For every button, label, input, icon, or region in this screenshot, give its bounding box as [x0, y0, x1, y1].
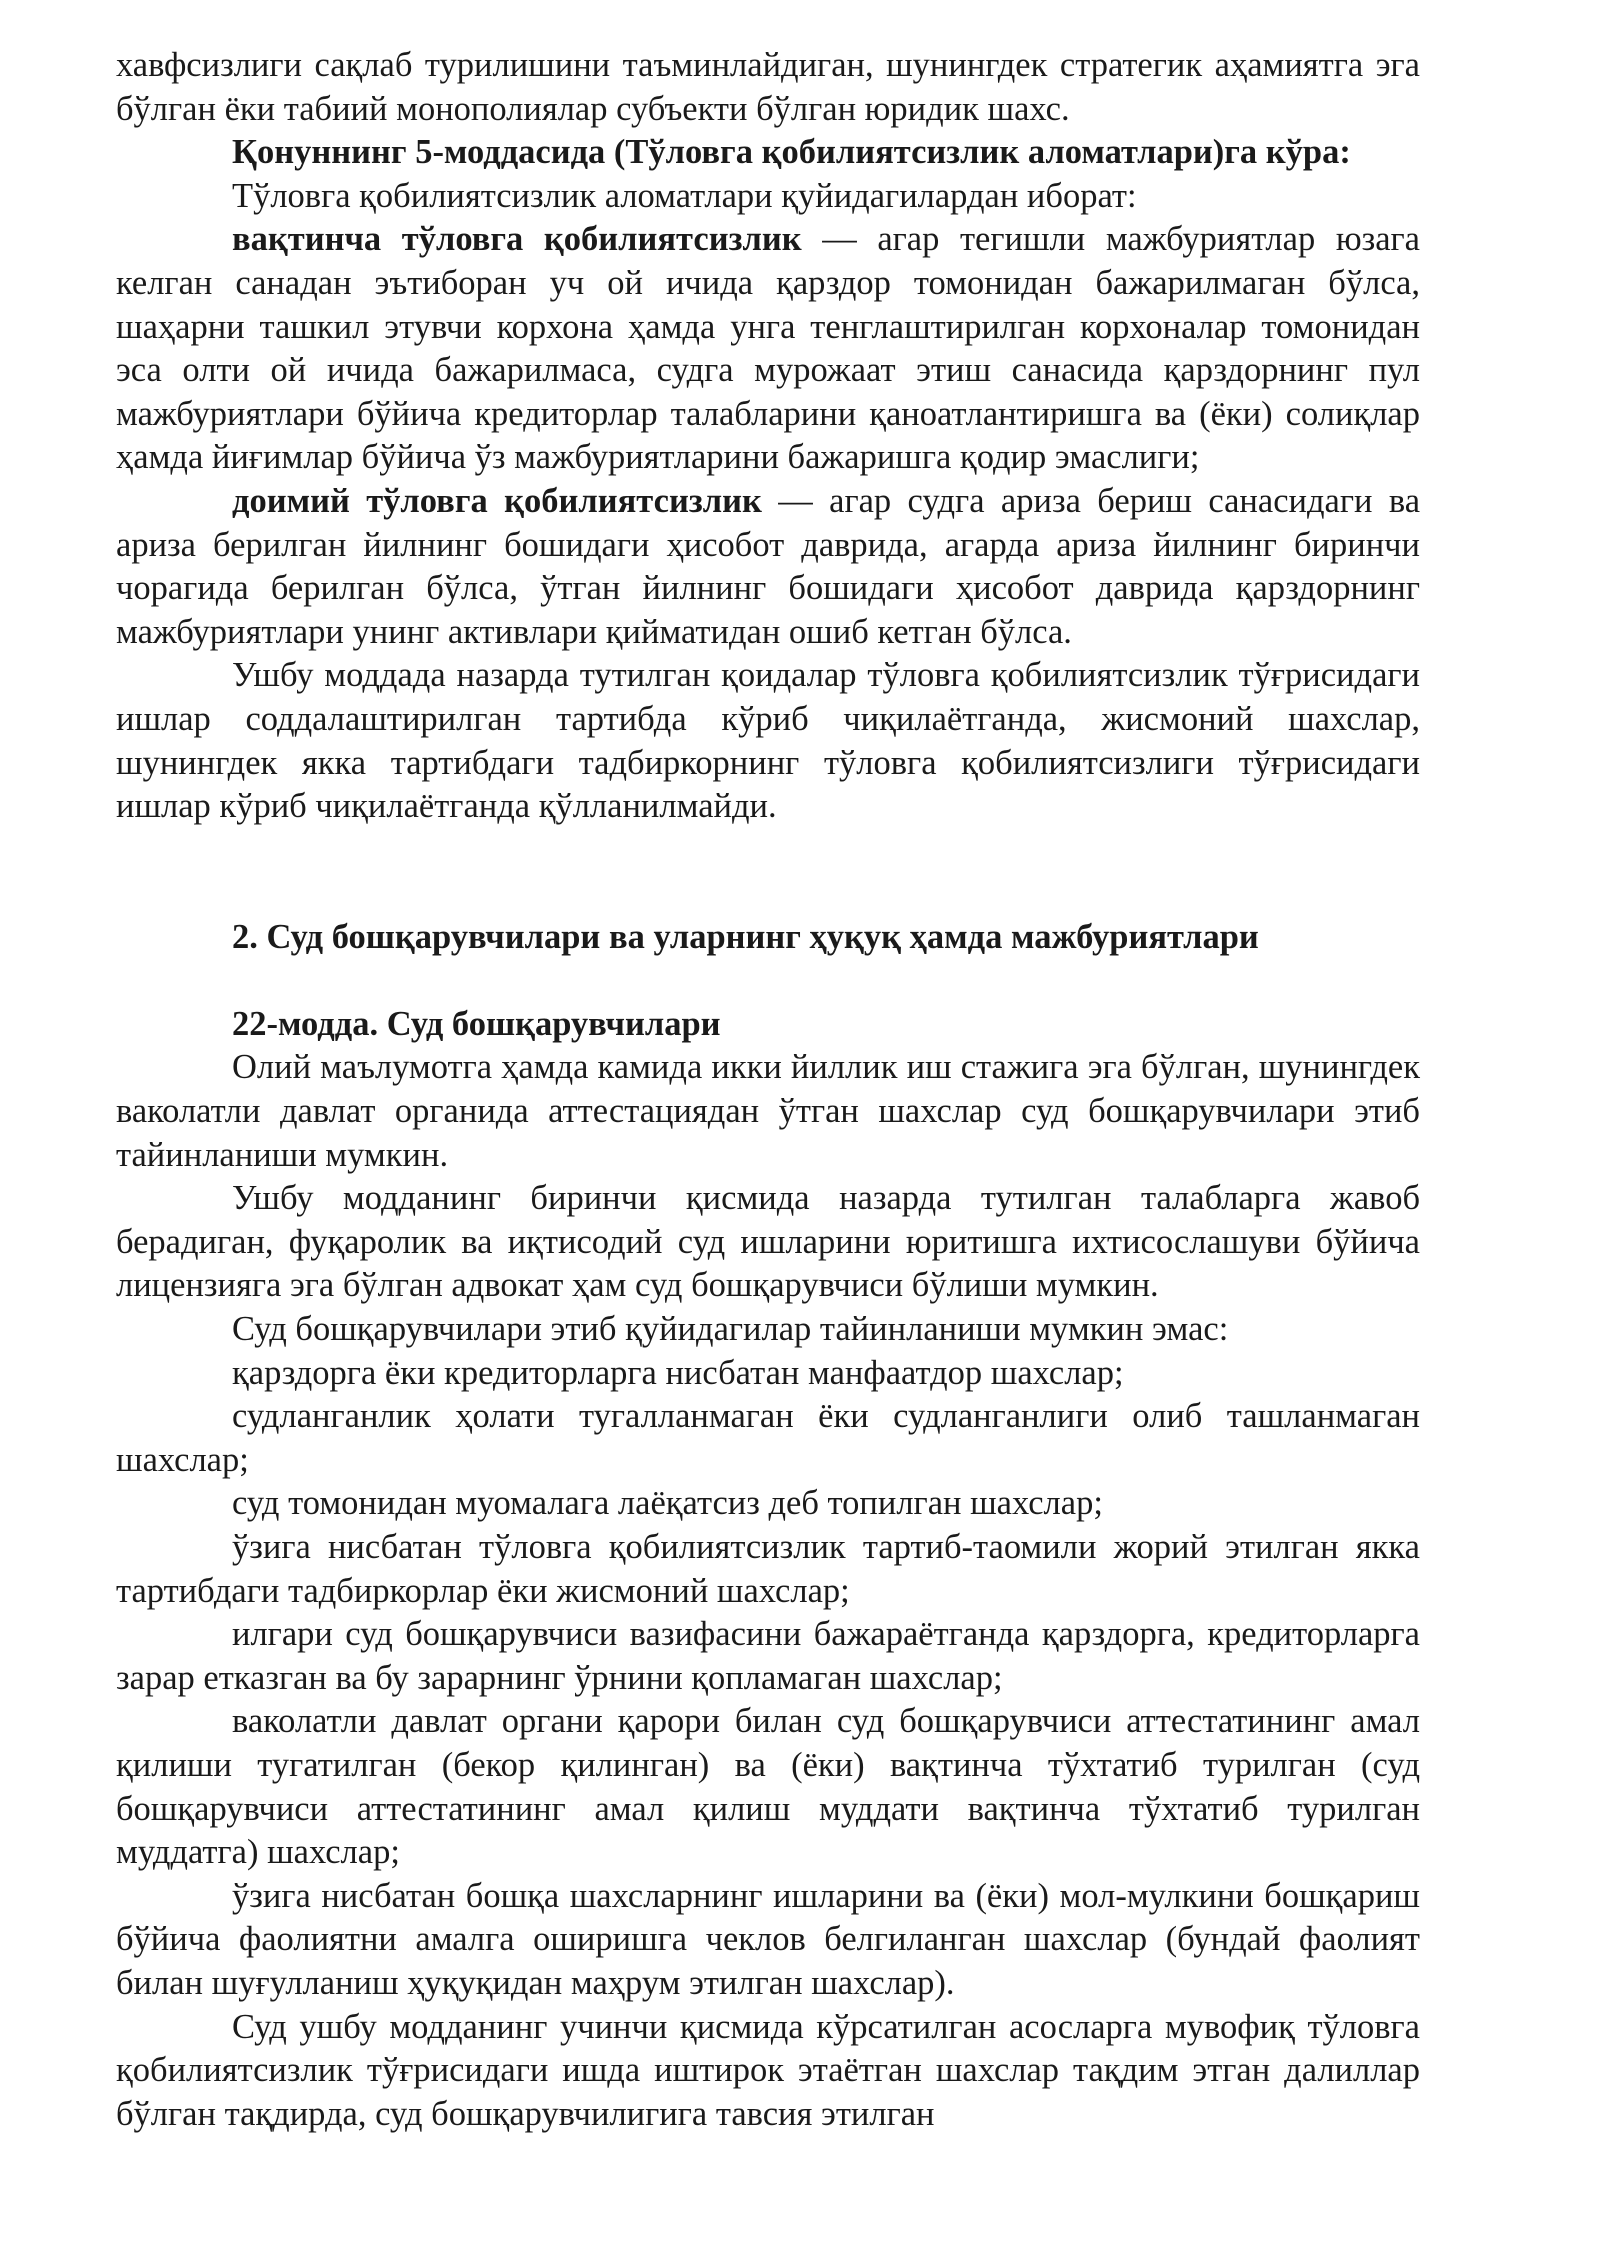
paragraph-continuation: хавфсизлиги сақлаб турилишини таъминлайдиган, шунингдек стратегик аҳамиятга эга бўлган ёки табиий монополиялар субъекти бўлган юридик шахс. [116, 46, 1420, 128]
article-exception-paragraph: Ушбу моддада назарда тутилган қоидалар тўловга қобилиятсизлик тўғрисидаги ишлар соддалаштирилган тартибда кўриб чиқилаётганда, жисмоний шахслар, шунингдек якка тартибдаги тадбиркорнинг тўловга қобилиятсизлиги тўғрисидаги ишлар кўриб чиқилаётганда қўлланилмайди. [116, 656, 1420, 826]
permanent-insolvency-term: доимий тўловга қобилиятсизлик [232, 481, 762, 520]
heading-spacer [116, 959, 1420, 1003]
list-item: ўзига нисбатан тўловга қобилиятсизлик тартиб-таомили жорий этилган якка тартибдаги тадбиркорлар ёки жисмоний шахслар; [116, 1528, 1420, 1610]
temporary-insolvency-text: — агар тегишли мажбуриятлар юзага келган санадан эътиборан уч ой ичида қарздор томонидан бажарилмаган бўлса, шаҳарни ташкил этувчи корхона ҳамда унга тенглаштирилган корхоналар томонидан эса олти ой ичида бажарилмаса, судга мурожаат этиш санасида қарздорнинг пул мажбуриятлари бўйича кредиторлар талабларини қаноатлантиришга ва (ёки) солиқлар ҳамда йиғимлар бўйича ўз мажбуриятларини бажаришга қодир эмаслиги; [116, 220, 1420, 477]
list-item: қарздорга ёки кредиторларга нисбатан манфаатдор шахслар; [232, 1353, 1124, 1392]
temporary-insolvency-paragraph [116, 218, 1420, 480]
article-paragraph: Суд бошқарувчилари этиб қуйидагилар тайинланиши мумкин эмас: [232, 1310, 1229, 1349]
list-item: ваколатли давлат органи қарори билан суд бошқарувчиси аттестатининг амал қилиши тугатилган (бекор қилинган) ва (ёки) вақтинча тўхтатиб турилган (суд бошқарувчиси аттестатининг амал қилиш муддати вақтинча тўхтатиб турилган муддатга) шахслар; [116, 1702, 1420, 1872]
article-paragraph: Ушбу модданинг биринчи қисмида назарда тутилган талабларга жавоб берадиган, фуқаролик ва иқтисодий суд ишларини юритишга ихтисослашуви бўйича лицензияга эга бўлган адвокат ҳам суд бошқарувчиси бўлиши мумкин. [116, 1179, 1420, 1305]
section-heading: 2. Суд бошқарувчилари ва уларнинг ҳуқуқ ҳамда мажбуриятлари [232, 917, 1259, 956]
list-item: суд томонидан муомалага лаёқатсиз деб топилган шахслар; [232, 1484, 1103, 1523]
list-item: илгари суд бошқарувчиси вазифасини бажараётганда қарздорга, кредиторларга зарар етказган ва бу зарарнинг ўрнини қопламаган шахслар; [116, 1615, 1420, 1697]
document-page [116, 44, 1420, 2136]
list-item: судланганлик ҳолати тугалланмаган ёки судланганлиги олиб ташланмаган шахслар; [116, 1397, 1420, 1479]
article-paragraph: Суд ушбу модданинг учинчи қисмида кўрсатилган асосларга мувофиқ тўловга қобилиятсизлик тўғрисидаги ишда иштирок этаётган шахслар тақдим этган далиллар бўлган тақдирда, суд бошқарувчилигига тавсия этилган [116, 2007, 1420, 2133]
permanent-insolvency-paragraph [116, 480, 1420, 654]
section-spacer [116, 829, 1420, 916]
article-heading: 22-модда. Суд бошқарувчилари [232, 1004, 721, 1043]
law-article-5-intro: Қонуннинг 5-моддасида (Тўловга қобилиятсизлик аломатлари)га кўра: [232, 133, 1351, 172]
permanent-insolvency-text: — агар судга ариза бериш санасидаги ва ариза берилган йилнинг бошидаги ҳисобот даврида, агарда ариза йилнинг биринчи чорагида берилган бўлса, ўтган йилнинг бошидаги ҳисобот даврида қарздорнинг мажбуриятлари унинг активлари қийматидан ошиб кетган бўлса. [116, 481, 1421, 651]
insolvency-signs-intro: Тўловга қобилиятсизлик аломатлари қуйидагилардан иборат: [232, 176, 1137, 215]
temporary-insolvency-term: вақтинча тўловга қобилиятсизлик [232, 220, 802, 259]
list-item: ўзига нисбатан бошқа шахсларнинг ишларини ва (ёки) мол-мулкини бошқариш бўйича фаолиятни амалга оширишга чеклов белгиланган шахслар (бундай фаолият билан шуғулланиш ҳуқуқидан маҳрум этилган шахслар). [116, 1876, 1420, 2002]
article-paragraph: Олий маълумотга ҳамда камида икки йиллик иш стажига эга бўлган, шунингдек ваколатли давлат органида аттестациядан ўтган шахслар суд бошқарувчилари этиб тайинланиши мумкин. [116, 1048, 1420, 1174]
